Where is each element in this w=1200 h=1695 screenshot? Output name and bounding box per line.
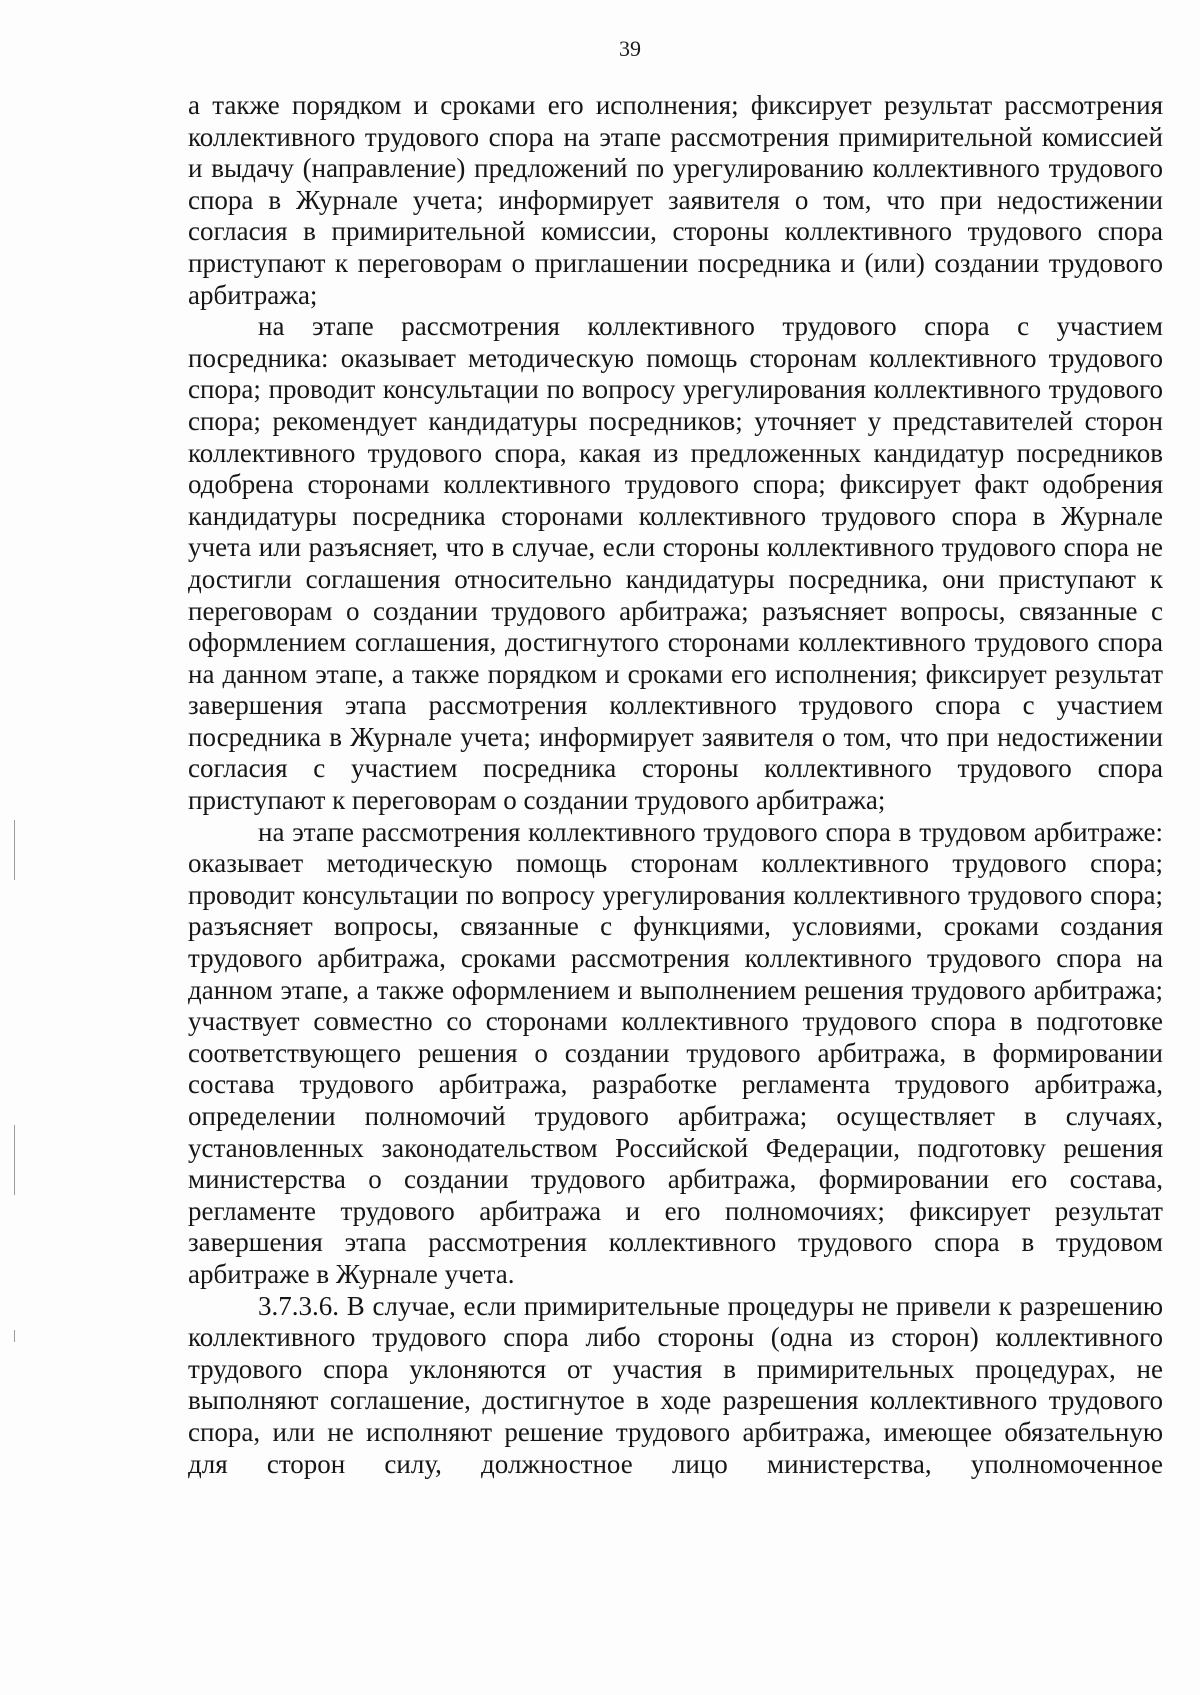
scan-artifact xyxy=(14,1125,15,1195)
paragraph-2: на этапе рассмотрения коллективного трудового спора с участием посредника: оказывает методическую помощь сторонам коллективного трудового спора; проводит консультации по вопросу урегулирования коллективного трудового спора; рекомендует кандидатуры посредников; уточняет у представителей сторон коллективного трудового спора, какая из предложенных кандидатур посредников одобрена сторонами коллективного трудового спора; фиксирует факт одобрения кандидатуры посредника сторонами коллективного трудового спора в Журнале учета или разъясняет, что в случае, если стороны коллективного трудового спора не достигли соглашения относительно кандидатуры посредника, они приступают к переговорам о создании трудового арбитража; разъясняет вопросы, связанные с оформлением соглашения, достигнутого сторонами коллективного трудового спора на данном этапе, а также порядком и сроками его исполнения; фиксирует результат завершения этапа рассмотрения коллективного трудового спора с участием посредника в Журнале учета; информирует заявителя о том, что при недостижении согласия с участием посредника стороны коллективного трудового спора приступают к переговорам о создании трудового арбитража; xyxy=(188,311,1163,816)
paragraph-4: 3.7.3.6. В случае, если примирительные процедуры не привели к разрешению коллективного трудового спора либо стороны (одна из сторон) коллективного трудового спора уклоняются от участия в примирительных процедурах, не выполняют соглашение, достигнутое в ходе разрешения коллективного трудового спора, или не исполняют решение трудового арбитража, имеющее обязательную для сторон силу, должностное лицо министерства, уполномоченное xyxy=(188,1290,1163,1479)
paragraph-3: на этапе рассмотрения коллективного трудового спора в трудовом арбитраже: оказывает методическую помощь сторонам коллективного трудового спора; проводит консультации по вопросу урегулирования коллективного трудового спора; разъясняет вопросы, связанные с функциями, условиями, сроками создания трудового арбитража, сроками рассмотрения коллективного трудового спора на данном этапе, а также оформлением и выполнением решения трудового арбитража; участвует совместно со сторонами коллективного трудового спора в подготовке соответствующего решения о создании трудового арбитража, в формировании состава трудового арбитража, разработке регламента трудового арбитража, определении полномочий трудового арбитража; осуществляет в случаях, установленных законодательством Российской Федерации, подготовку решения министерства о создании трудового арбитража, формировании его состава, регламенте трудового арбитража и его полномочиях; фиксирует результат завершения этапа рассмотрения коллективного трудового спора в трудовом арбитраже в Журнале учета. xyxy=(188,816,1163,1289)
scan-artifact xyxy=(14,820,15,880)
paragraph-1: а также порядком и сроками его исполнения; фиксирует результат рассмотрения коллективного трудового спора на этапе рассмотрения примирительной комиссией и выдачу (направление) предложений по урегулированию коллективного трудового спора в Журнале учета; информирует заявителя о том, что при недостижении согласия в примирительной комиссии, стороны коллективного трудового спора приступают к переговорам о приглашении посредника и (или) создании трудового арбитража; xyxy=(188,90,1163,310)
page-number: 39 xyxy=(619,36,641,61)
document-body xyxy=(188,90,1163,1480)
scan-artifact xyxy=(14,1330,15,1342)
